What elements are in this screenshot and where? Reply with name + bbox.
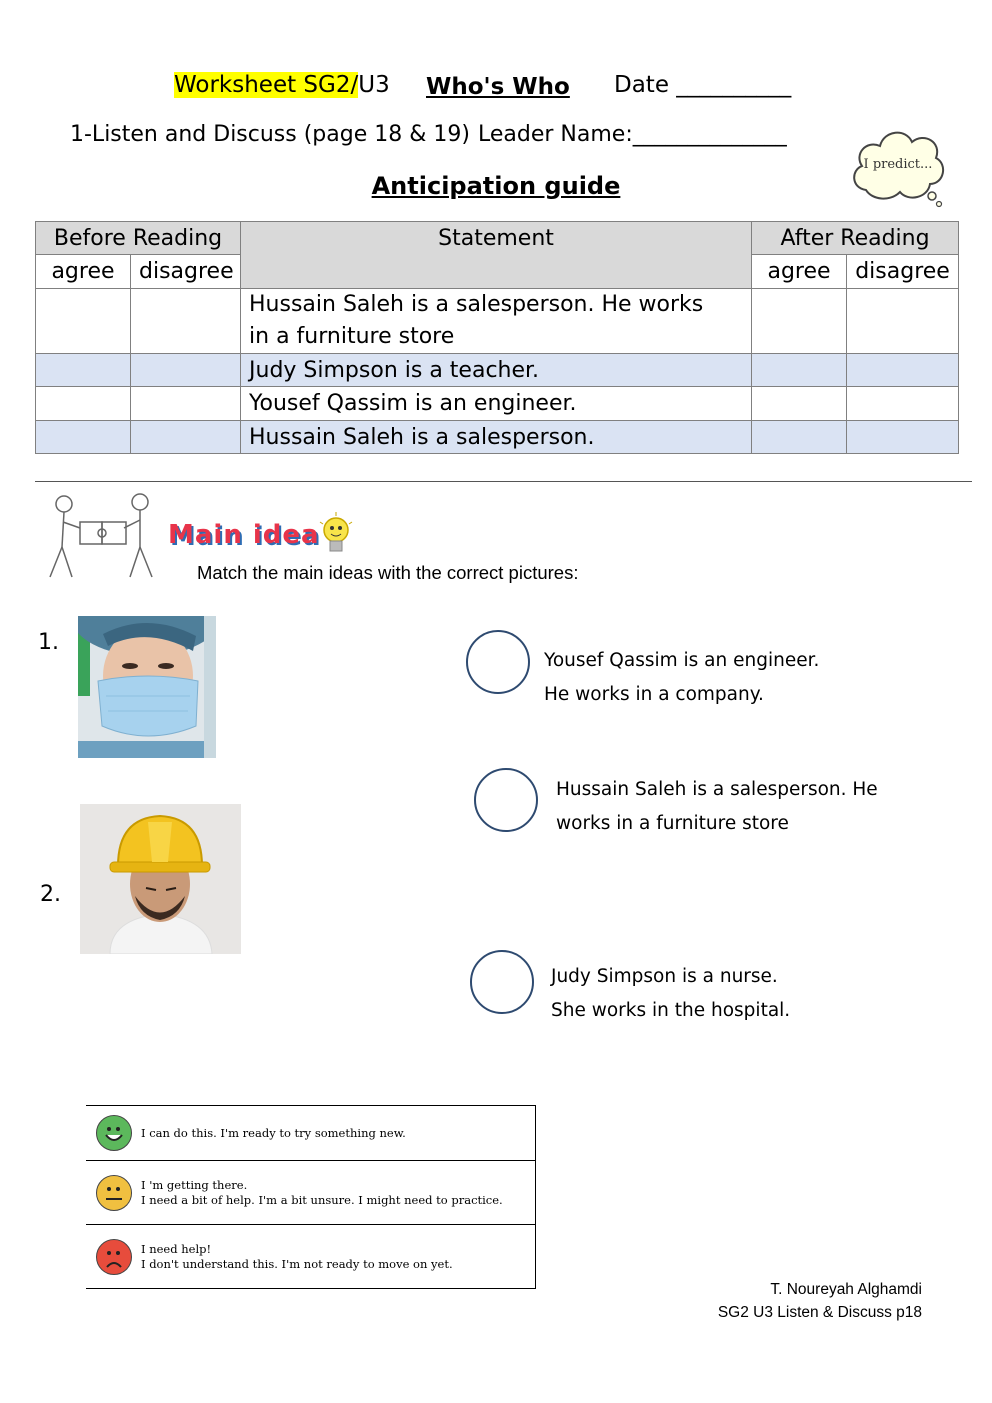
statement-text: Hussain Saleh is a salesperson. He works — [249, 292, 704, 317]
statement-text: Hussain Saleh is a salesperson. — [241, 421, 752, 454]
main-idea-logo: Main idea — [168, 520, 320, 550]
after-disagree-cell[interactable] — [847, 387, 959, 421]
after-disagree-header: disagree — [847, 255, 959, 289]
table-row — [36, 289, 959, 354]
match-circle-2[interactable] — [474, 768, 538, 832]
before-agree-header: agree — [36, 255, 131, 289]
after-reading-header: After Reading — [752, 222, 959, 255]
topic-title: Who's Who — [426, 74, 570, 100]
nurse-photo — [78, 616, 216, 758]
before-disagree-header: disagree — [131, 255, 241, 289]
self-assessment-row[interactable] — [86, 1225, 536, 1289]
before-disagree-cell[interactable] — [131, 289, 241, 354]
option-text: He works in a company. — [544, 684, 764, 705]
option-text: Judy Simpson is a nurse. — [551, 966, 778, 987]
statement-text: in a furniture store — [249, 324, 455, 349]
sad-face-icon — [96, 1239, 132, 1275]
self-assessment-text: I don't understand this. I'm not ready to move on yet. — [141, 1256, 453, 1271]
self-assessment-table — [86, 1105, 536, 1289]
statement-text: Yousef Qassim is an engineer. — [241, 387, 752, 421]
header-line-1 — [174, 72, 390, 98]
match-circle-3[interactable] — [470, 950, 534, 1014]
worksheet-label: Worksheet SG2/ — [174, 72, 359, 98]
activity-label: 1-Listen and Discuss (page 18 & 19) — [70, 122, 470, 147]
self-assessment-row[interactable] — [86, 1106, 536, 1161]
after-agree-cell[interactable] — [752, 354, 847, 387]
before-reading-header: Before Reading — [36, 222, 241, 255]
item-number: 1. — [38, 630, 59, 655]
before-agree-cell[interactable] — [36, 354, 131, 387]
table-row — [36, 387, 959, 421]
self-assessment-text: I can do this. I'm ready to try something new. — [141, 1125, 406, 1140]
instruction-text: Match the main ideas with the correct pictures: — [197, 562, 579, 583]
self-assessment-text: I need a bit of help. I'm a bit unsure. I might need to practice. — [141, 1192, 503, 1207]
option-3 — [551, 960, 790, 1028]
before-disagree-cell[interactable] — [131, 354, 241, 387]
cloud-text: I predict... — [863, 157, 933, 172]
statement-cell — [241, 289, 752, 354]
before-agree-cell[interactable] — [36, 421, 131, 454]
author-credit: T. Noureyah Alghamdi — [770, 1281, 922, 1298]
engineer-photo — [80, 804, 241, 954]
option-text: Yousef Qassim is an engineer. — [544, 650, 820, 671]
statement-text: Judy Simpson is a teacher. — [241, 354, 752, 387]
happy-face-icon — [96, 1115, 132, 1151]
table-row — [36, 354, 959, 387]
table-row — [36, 421, 959, 454]
section-divider — [35, 481, 972, 482]
page-title: Anticipation guide — [371, 172, 621, 200]
after-agree-cell[interactable] — [752, 289, 847, 354]
after-agree-cell[interactable] — [752, 387, 847, 421]
lightbulb-icon — [314, 510, 358, 560]
before-agree-cell[interactable] — [36, 289, 131, 354]
page-reference: SG2 U3 Listen & Discuss p18 — [717, 1304, 922, 1321]
option-text: She works in the hospital. — [551, 1000, 791, 1021]
leader-name-field: Leader Name:______________ — [478, 122, 787, 147]
after-disagree-cell[interactable] — [847, 354, 959, 387]
statement-header: Statement — [241, 222, 752, 289]
after-agree-cell[interactable] — [752, 421, 847, 454]
anticipation-table — [35, 221, 959, 454]
predict-cloud-icon — [846, 120, 950, 210]
before-agree-cell[interactable] — [36, 387, 131, 421]
puzzle-people-icon — [40, 492, 160, 582]
item-number: 2. — [40, 882, 61, 907]
after-disagree-cell[interactable] — [847, 289, 959, 354]
match-circle-1[interactable] — [466, 630, 530, 694]
after-agree-header: agree — [752, 255, 847, 289]
before-disagree-cell[interactable] — [131, 387, 241, 421]
self-assessment-row[interactable] — [86, 1161, 536, 1225]
date-field: Date __________ — [614, 72, 792, 98]
footer — [718, 1278, 922, 1324]
self-assessment-text: I need help! — [141, 1241, 212, 1256]
before-disagree-cell[interactable] — [131, 421, 241, 454]
unit-label: U3 — [358, 72, 390, 98]
option-text: works in a furniture store — [556, 813, 789, 834]
option-1 — [544, 644, 819, 712]
option-2 — [556, 773, 878, 841]
after-disagree-cell[interactable] — [847, 421, 959, 454]
neutral-face-icon — [96, 1175, 132, 1211]
option-text: Hussain Saleh is a salesperson. He — [556, 779, 878, 800]
self-assessment-text: I 'm getting there. — [141, 1177, 248, 1192]
